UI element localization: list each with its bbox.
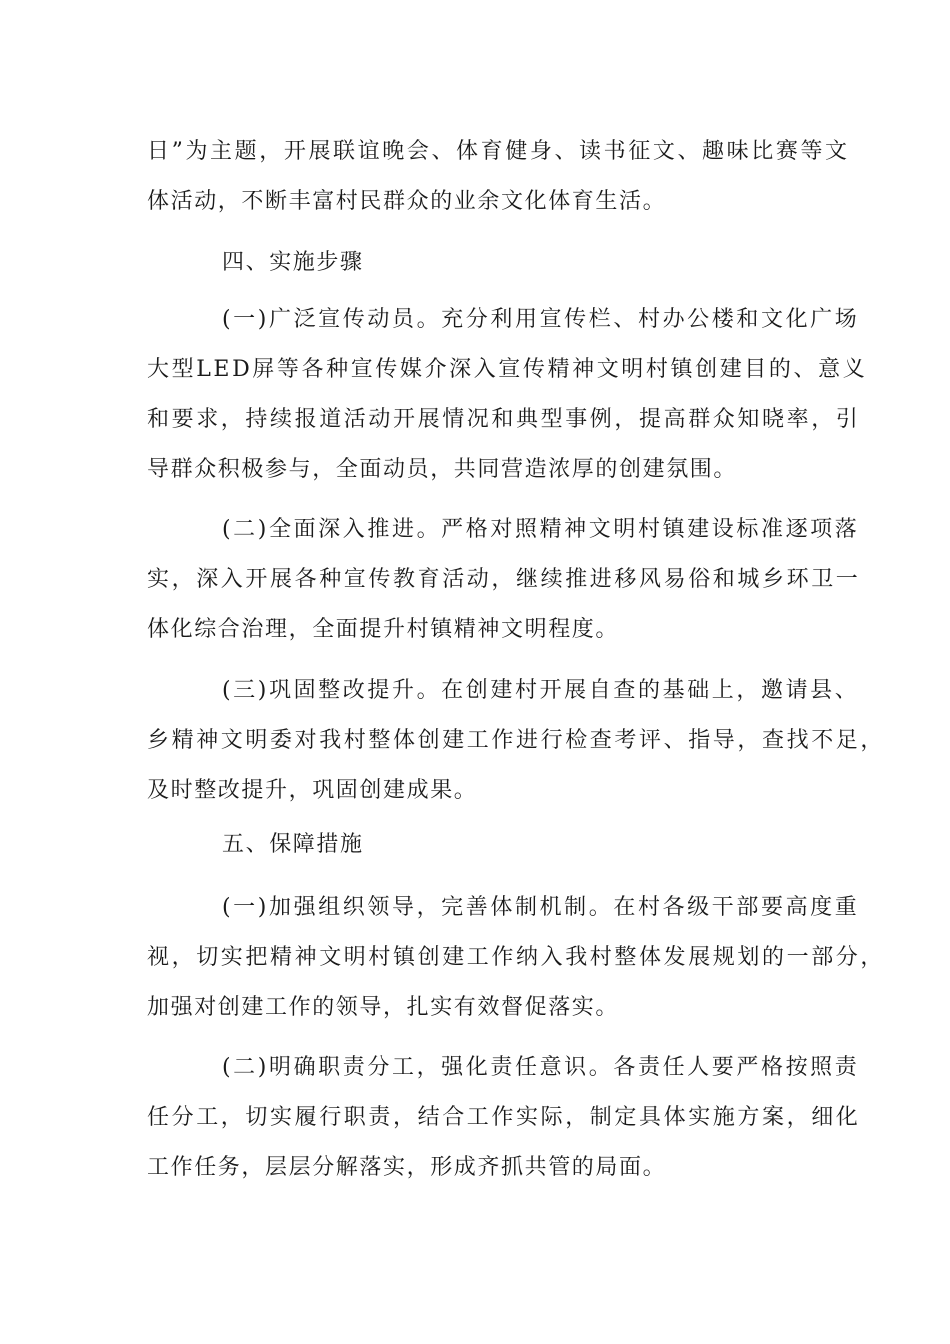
paragraph-line: (三)巩固整改提升。在创建村开展自查的基础上，邀请县、 (222, 678, 860, 703)
paragraph-line: (一)加强组织领导，完善体制机制。在村各级干部要高度重 (222, 895, 860, 920)
section-heading: 四、实施步骤 (222, 250, 364, 275)
section-heading: 五、保障措施 (222, 832, 364, 857)
paragraph-line: 任分工，切实履行职责，结合工作实际，制定具体实施方案，细化 (147, 1105, 861, 1130)
paragraph-line: 和要求，持续报道活动开展情况和典型事例，提高群众知晓率，引 (147, 407, 861, 432)
paragraph-line: (二)明确职责分工，强化责任意识。各责任人要严格按照责 (222, 1055, 860, 1080)
paragraph-line: (一)广泛宣传动员。充分利用宣传栏、村办公楼和文化广场 (222, 307, 860, 332)
paragraph-line: 日”为主题，开展联谊晚会、体育健身、读书征文、趣味比赛等文 (147, 139, 850, 164)
paragraph-line: 工作任务，层层分解落实，形成齐抓共管的局面。 (147, 1155, 667, 1180)
paragraph-line: 导群众积极参与，全面动员，共同营造浓厚的创建氛围。 (147, 457, 738, 482)
paragraph-line: 体活动，不断丰富村民群众的业余文化体育生活。 (147, 189, 667, 214)
paragraph-line: (二)全面深入推进。严格对照精神文明村镇建设标准逐项落 (222, 517, 860, 542)
paragraph-line: 大型LED屏等各种宣传媒介深入宣传精神文明村镇创建目的、意义 (147, 357, 868, 382)
paragraph-line: 乡精神文明委对我村整体创建工作进行检查考评、指导，查找不足， (147, 728, 886, 753)
paragraph-line: 视，切实把精神文明村镇创建工作纳入我村整体发展规划的一部分， (147, 945, 886, 970)
paragraph-line: 体化综合治理，全面提升村镇精神文明程度。 (147, 617, 620, 642)
paragraph-line: 及时整改提升，巩固创建成果。 (147, 778, 478, 803)
paragraph-line: 实，深入开展各种宣传教育活动，继续推进移风易俗和城乡环卫一 (147, 567, 861, 592)
paragraph-line: 加强对创建工作的领导，扎实有效督促落实。 (147, 995, 620, 1020)
